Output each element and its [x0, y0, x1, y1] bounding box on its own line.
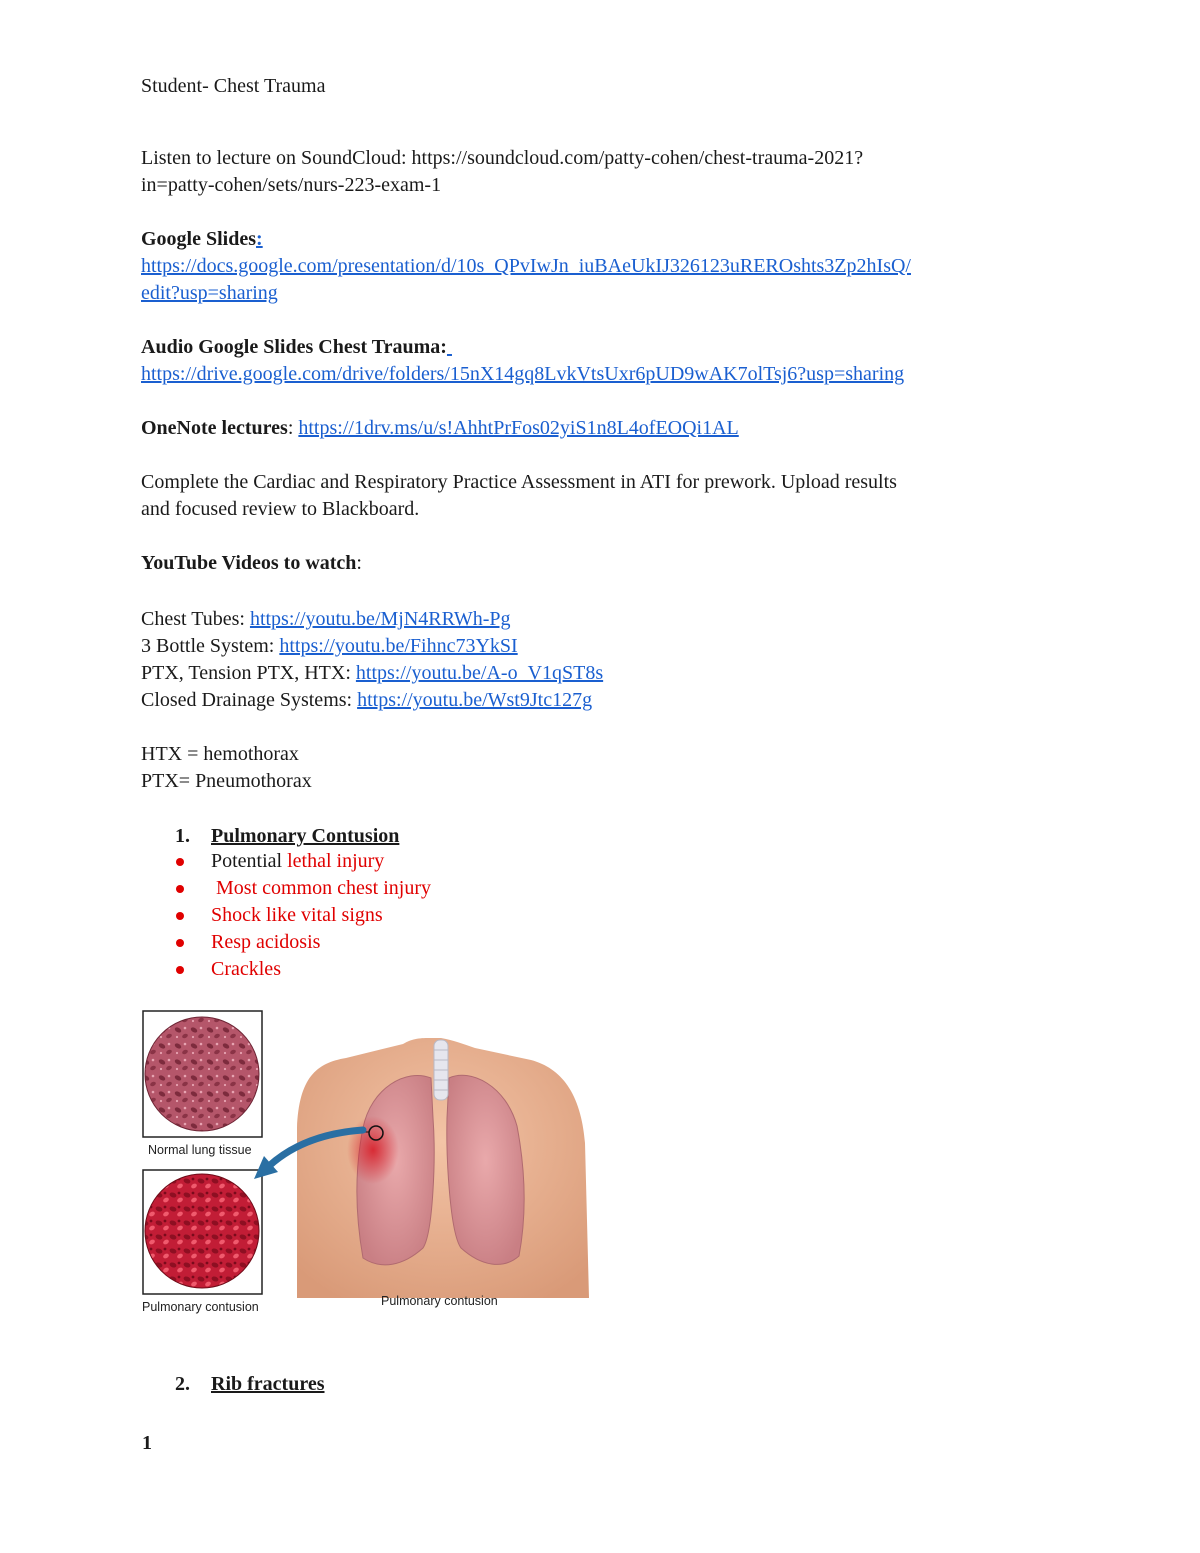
- video-link[interactable]: https://youtu.be/Fihnc73YkSI: [279, 635, 518, 657]
- audio-slides-link[interactable]: https://drive.google.com/drive/folders/15nX14gq8LvkVtsUxr6pUD9wAK7olTsj6?usp=sharing: [141, 363, 905, 385]
- soundcloud-line: [141, 145, 1060, 199]
- bullet-dot: [176, 912, 184, 920]
- video-link[interactable]: https://youtu.be/MjN4RRWh-Pg: [249, 608, 511, 630]
- section-2-number: 2.: [175, 1373, 190, 1395]
- abbr-ptx: PTX= Pneumothorax: [141, 770, 312, 792]
- abbreviations: [141, 741, 1060, 795]
- ati-instructions: [141, 469, 1060, 523]
- list-item: Potential lethal injury: [141, 848, 431, 875]
- pulmonary-contusion-figure: [141, 1008, 592, 1317]
- audio-slides-label: Audio Google Slides Chest Trauma:: [141, 336, 447, 358]
- youtube-label: YouTube Videos to watch: [141, 552, 357, 574]
- section-1-title: Pulmonary Contusion: [211, 825, 400, 847]
- google-slides-label: Google Slides: [141, 228, 257, 250]
- bullet-dot: [176, 885, 184, 893]
- soundcloud-text-1: Listen to lecture on SoundCloud: https://soundcloud.com/patty-cohen/chest-trauma-2021?: [141, 147, 864, 169]
- list-item: Most common chest injury: [141, 875, 431, 902]
- video-link[interactable]: https://youtu.be/A-o_V1qST8s: [355, 662, 604, 684]
- page-number: 1: [142, 1432, 152, 1454]
- normal-tissue-caption: Normal lung tissue: [148, 1143, 252, 1157]
- list-item: Shock like vital signs: [141, 902, 431, 929]
- video-list: [141, 606, 1060, 714]
- bullet-dot: [176, 858, 184, 866]
- video-label: PTX, Tension PTX, HTX:: [141, 662, 356, 684]
- google-slides-block: [141, 226, 1060, 307]
- onenote-line: OneNote lectures: https://1drv.ms/u/s!AhhtPrFos02yiS1n8L4ofEOQi1AL: [141, 417, 739, 439]
- abbr-htx: HTX = hemothorax: [141, 743, 299, 765]
- section-1-number: 1.: [175, 825, 190, 847]
- video-label: 3 Bottle System:: [141, 635, 280, 657]
- onenote-label: OneNote lectures: [141, 417, 288, 439]
- onenote-link[interactable]: https://1drv.ms/u/s!AhhtPrFos02yiS1n8L4ofEOQi1AL: [298, 417, 739, 439]
- list-item: Resp acidosis: [141, 929, 431, 956]
- bullet-dot: [176, 966, 184, 974]
- list-item: Crackles: [141, 956, 431, 983]
- soundcloud-text-2: in=patty-cohen/sets/nurs-223-exam-1: [141, 174, 442, 196]
- main-figure-caption: Pulmonary contusion: [381, 1294, 498, 1308]
- contusion-illustration: [141, 1008, 592, 1317]
- ati-line-2: and focused review to Blackboard.: [141, 498, 420, 520]
- google-slides-colon-link[interactable]: :: [256, 228, 263, 250]
- contusion-tissue-caption: Pulmonary contusion: [142, 1300, 259, 1314]
- youtube-heading: YouTube Videos to watch:: [141, 552, 362, 574]
- audio-slides-block: [141, 334, 1060, 388]
- video-label: Chest Tubes:: [141, 608, 250, 630]
- video-label: Closed Drainage Systems:: [141, 689, 358, 711]
- section-2-title: Rib fractures: [211, 1373, 325, 1395]
- video-link[interactable]: https://youtu.be/Wst9Jtc127g: [357, 689, 593, 711]
- bullet-dot: [176, 939, 184, 947]
- google-slides-link-2[interactable]: edit?usp=sharing: [141, 282, 278, 304]
- ati-line-1: Complete the Cardiac and Respiratory Practice Assessment in ATI for prework. Upload results: [141, 471, 897, 493]
- doc-title: Student- Chest Trauma: [141, 75, 326, 97]
- contusion-bullets: [141, 848, 431, 983]
- google-slides-link-1[interactable]: https://docs.google.com/presentation/d/10s_QPvIwJn_iuBAeUkIJ326123uREROshts3Zp2hIsQ/: [141, 255, 911, 277]
